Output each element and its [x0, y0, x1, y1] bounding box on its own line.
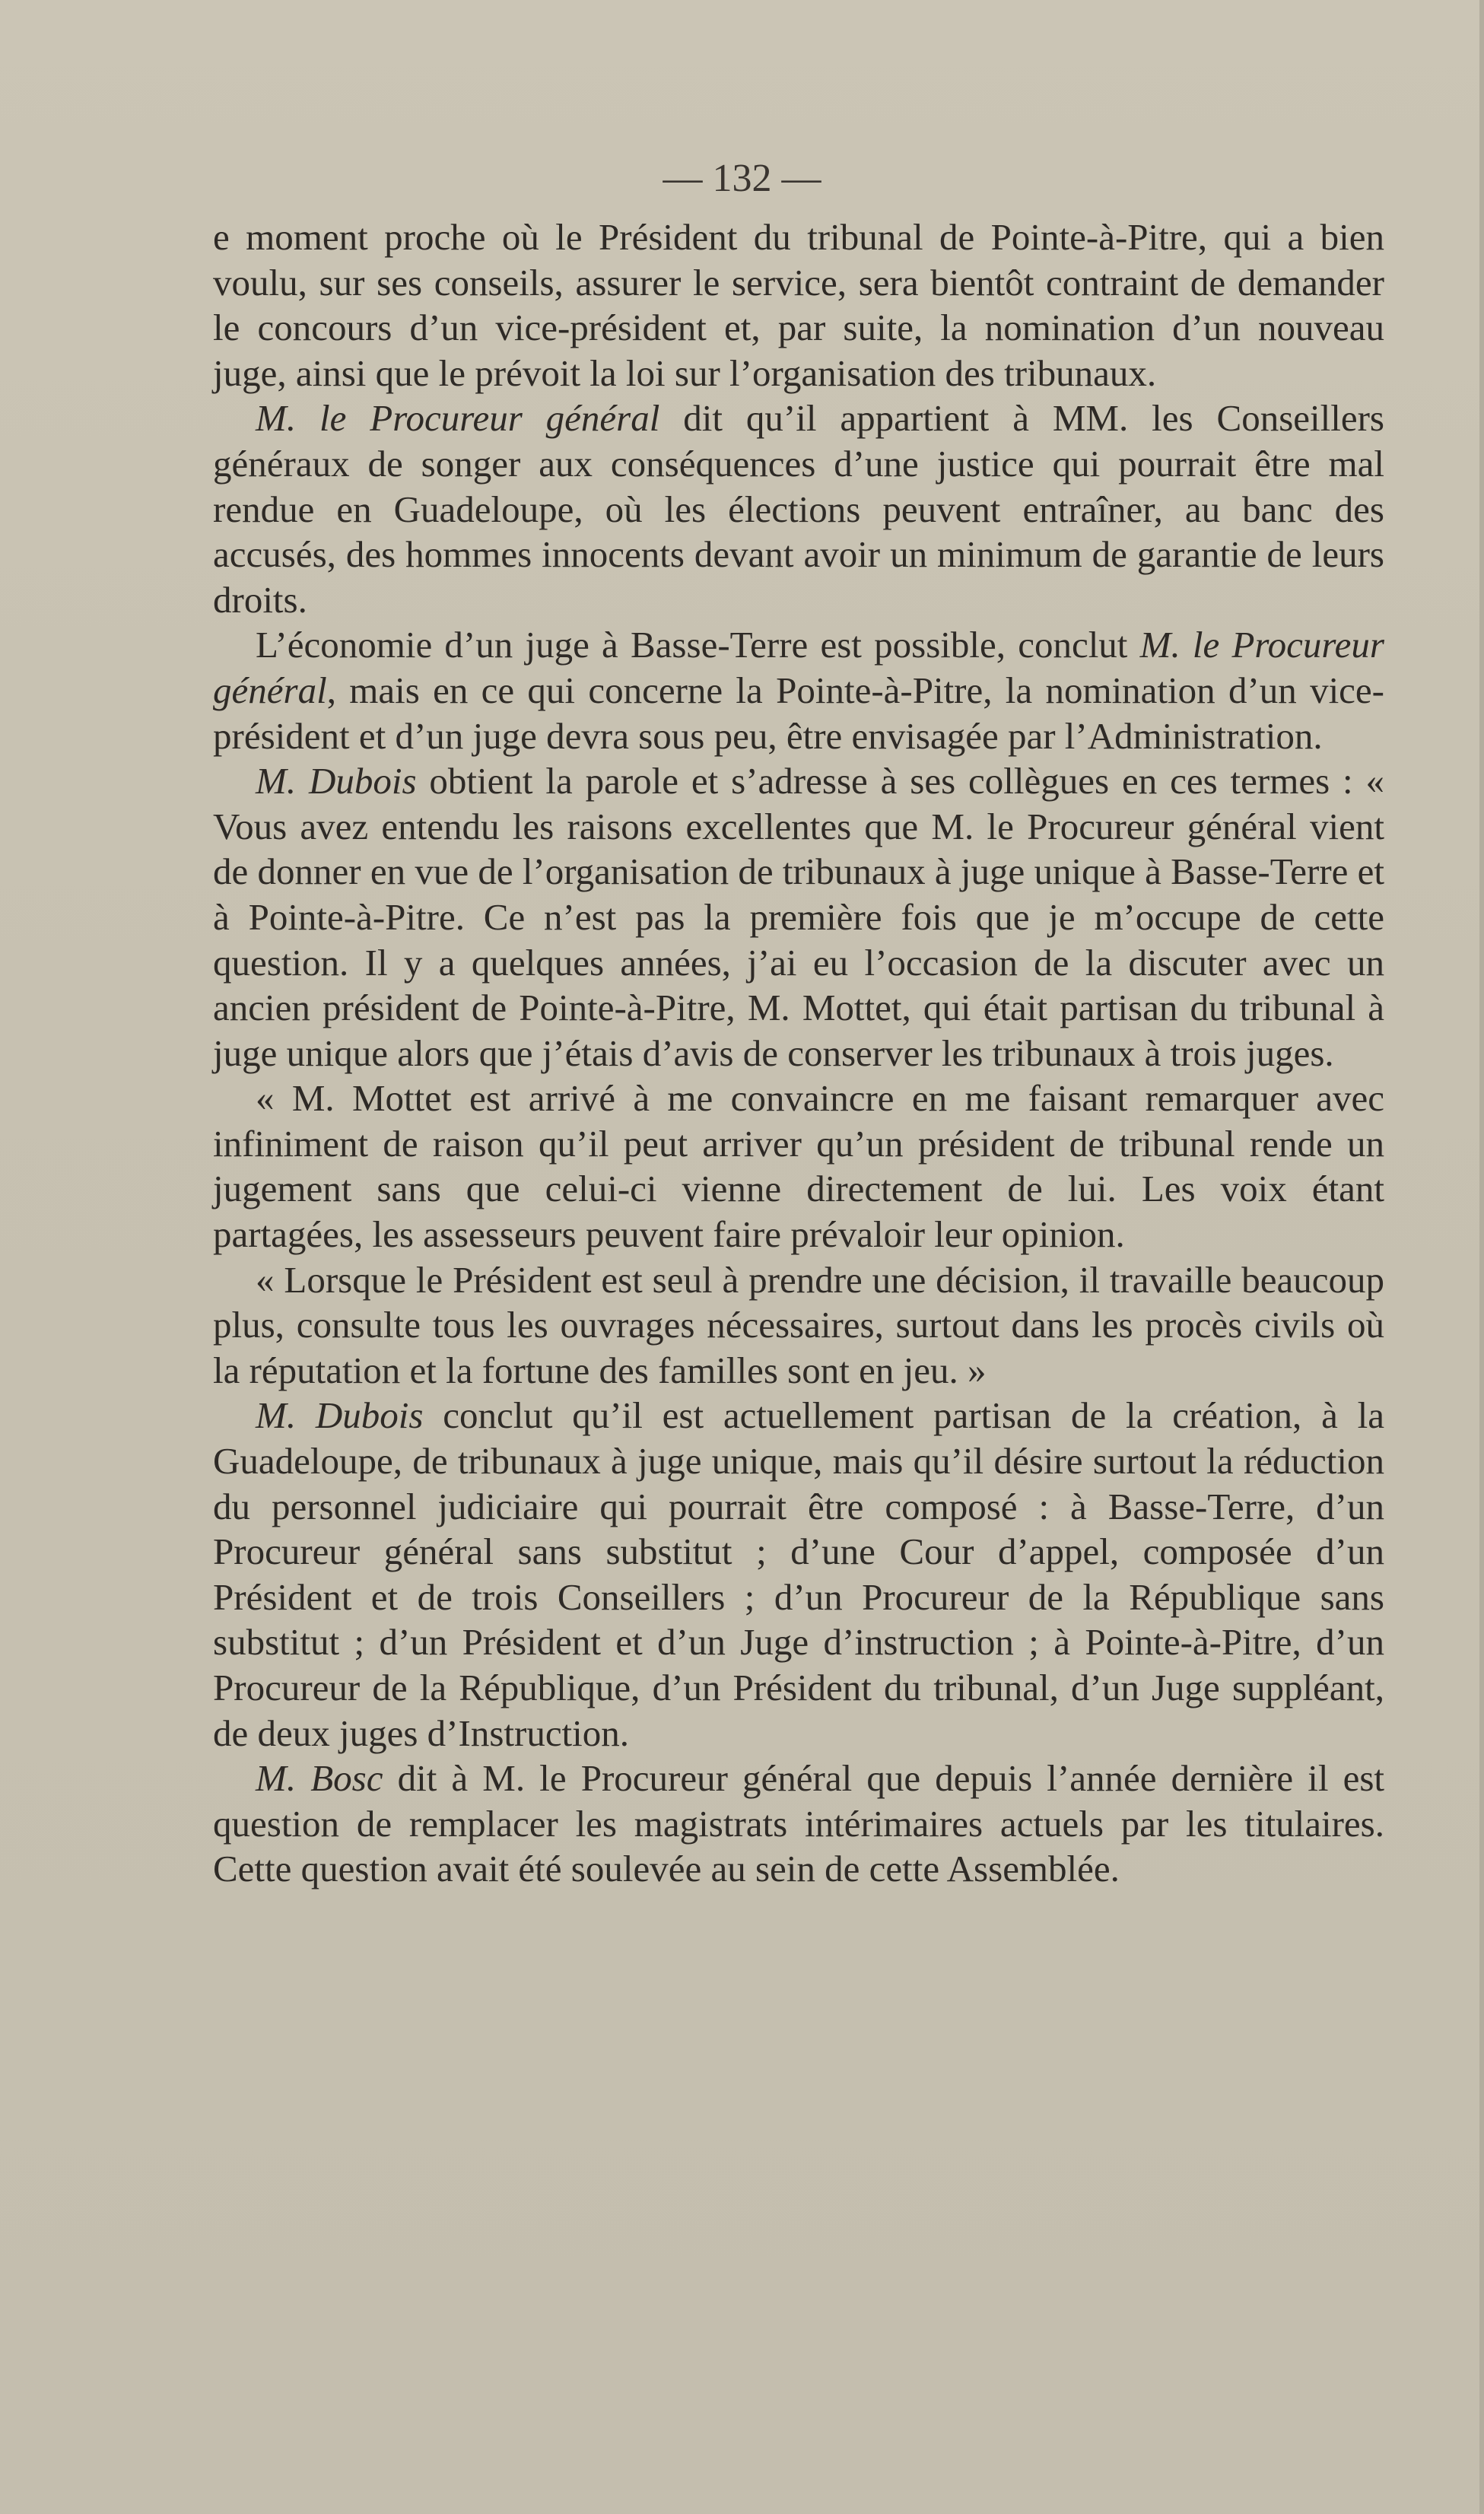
- paragraph-text: « M. Mottet est arrivé à me convaincre en me faisant remarquer avec infiniment de raison qu’il peut arriver qu’un président de tribunal rende un jugement sans que celui-ci vienne directement de lui. Les voix étant partagées, les assesseurs peuvent faire prévaloir leur opinion.: [213, 1077, 1384, 1256]
- paragraph-4: [213, 758, 1384, 1076]
- paragraph-8: [213, 1756, 1384, 1892]
- paragraph-5: [213, 1076, 1384, 1257]
- paragraph-text: obtient la parole et s’adresse à ses collègues en ces termes : « Vous avez entendu les raisons excellentes que M. le Procureur général vient de donner en vue de l’organisation de tribunaux à juge unique à Basse-Terre et à Pointe-à-Pitre. Ce n’est pas la première fois que je m’occupe de cette question. Il y a quelques années, j’ai eu l’occasion de la discuter avec un ancien président de Pointe-à-Pitre, M. Mottet, qui était partisan du tribunal à juge unique alors que j’étais d’avis de conserver les tribunaux à trois juges.: [213, 760, 1385, 1074]
- speaker-name: M. le Procureur général: [256, 397, 660, 440]
- speaker-name: M. le Procureur général: [213, 624, 1384, 711]
- paragraph-3: [213, 622, 1384, 758]
- paragraph-text: e moment proche où le Président du tribunal de Pointe-à-Pitre, qui a bien voulu, sur ses conseils, assurer le service, sera bientôt contraint de demander le concours d’un vice-président et, par suite, la nomination d’un nouveau juge, ainsi que le prévoit la loi sur l’organisation des tribunaux.: [213, 216, 1384, 394]
- page-number: — 132 —: [663, 157, 821, 200]
- paragraph-1: [213, 215, 1384, 396]
- paragraph-7: [213, 1393, 1384, 1756]
- speaker-name: M. Dubois: [256, 1394, 424, 1437]
- paragraph-text: dit qu’il appartient à MM. les Conseillers généraux de songer aux conséquences d’une justice qui pourrait être mal rendue en Guadeloupe, où les élections peuvent entraîner, au banc des accusés, des hommes innocents devant avoir un minimum de garantie de leurs droits.: [213, 397, 1384, 621]
- speaker-name: M. Bosc: [256, 1757, 383, 1800]
- paragraph-text: « Lorsque le Président est seul à prendre une décision, il travaille beaucoup plus, consulte tous les ouvrages nécessaires, surtout dans les procès civils où la réputation et la fortune des familles sont en jeu. »: [213, 1258, 1384, 1391]
- speaker-name: M. Dubois: [256, 760, 417, 803]
- paragraph-text: , mais en ce qui concerne la Pointe-à-Pitre, la nomination d’un vice-président et d’un juge devra sous peu, être envisagée par l’Administration.: [213, 669, 1384, 757]
- paragraph-2: [213, 396, 1384, 622]
- paragraph-text: L’économie d’un juge à Basse-Terre est possible, conclut: [256, 624, 1140, 666]
- paragraph-text: dit à M. le Procureur général que depuis l’année dernière il est question de remplacer les magistrats intérimaires actuels par les titulaires. Cette question avait été soulevée au sein de cette Assemblée.: [213, 1757, 1384, 1890]
- text-body: [213, 215, 1384, 1892]
- paragraph-text: conclut qu’il est actuellement partisan de la création, à la Guadeloupe, de tribunaux à juge unique, mais qu’il désire surtout la réduction du personnel judiciaire qui pourrait être composé : à Basse-Terre, d’un Procureur général sans substitut ; d’une Cour d’appel, composée d’un Président et de trois Conseillers ; d’un Procureur de la République sans substitut ; d’un Président et d’un Juge d’instruction ; à Pointe-à-Pitre, d’un Procureur de la République, d’un Président du tribunal, d’un Juge suppléant, de deux juges d’Instruction.: [213, 1394, 1384, 1754]
- page-edge: [1479, 0, 1484, 2514]
- paragraph-6: [213, 1257, 1384, 1394]
